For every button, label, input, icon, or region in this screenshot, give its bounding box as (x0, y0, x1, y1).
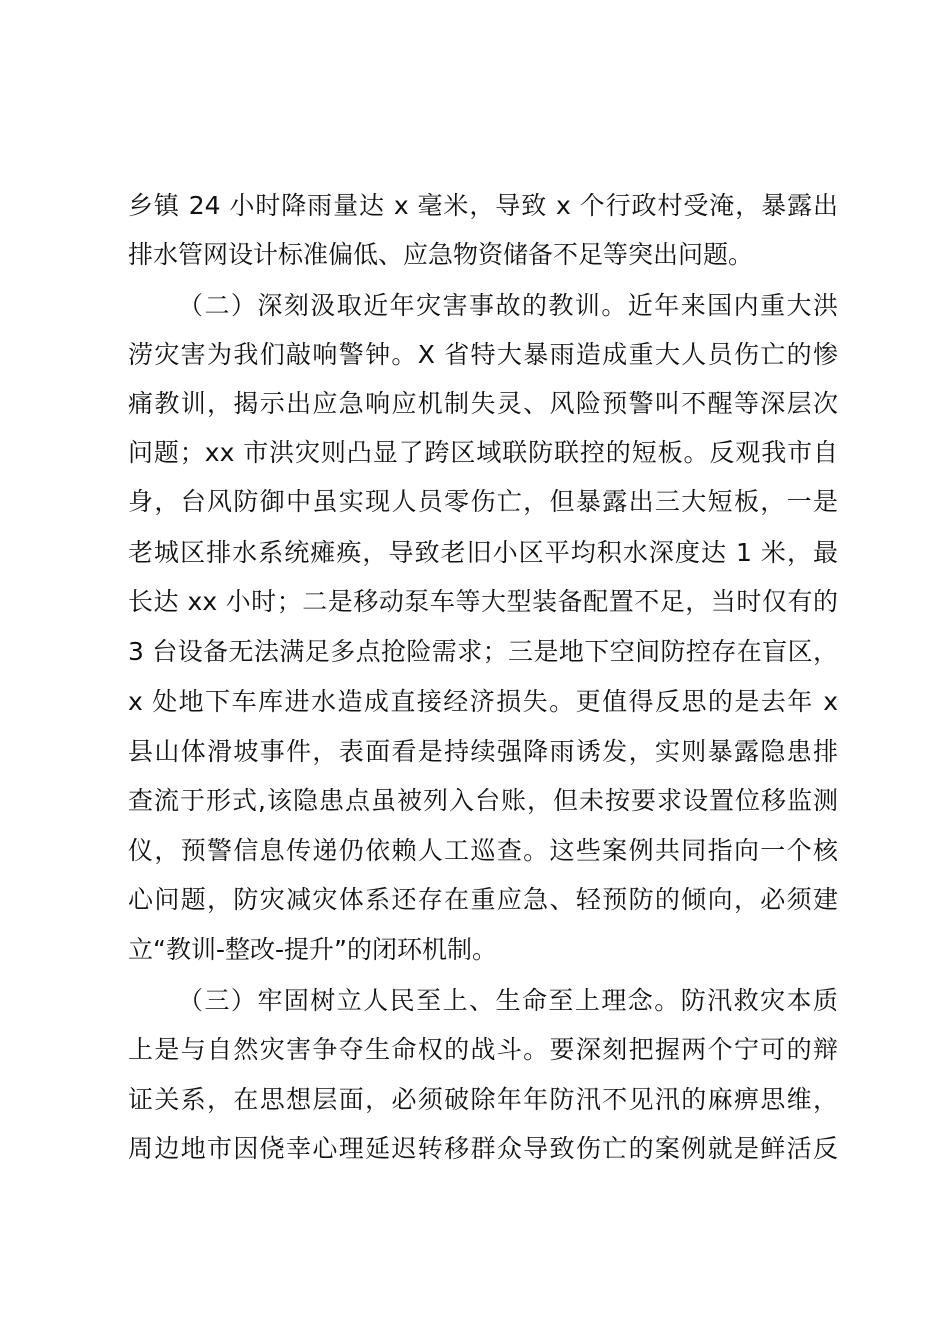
text-line: 县山体滑坡事件，表面看是持续强降雨诱发，实则暴露隐患排 (128, 737, 838, 766)
text-line: 问题；xx 市洪灾则凸显了跨区域联防联控的短板。反观我市自 (128, 438, 838, 467)
text-line: 排水管网设计标准偏低、应急物资储备不足等突出问题。 (128, 240, 754, 269)
text-line: 3 台设备无法满足多点抢险需求；三是地下空间防控存在盲区， (128, 637, 838, 666)
text-line: 涝灾害为我们敲响警钟。X 省特大暴雨造成重大人员伤亡的惨 (128, 340, 838, 369)
text-line: 长达 xx 小时；二是移动泵车等大型装备配置不足，当时仅有的 (128, 587, 838, 616)
text-line: 心问题，防灾减灾体系还存在重应急、轻预防的倾向，必须建 (128, 885, 838, 914)
text-line: 立“教训-整改-提升”的闭环机制。 (128, 935, 497, 964)
text-line: x 处地下车库进水造成直接经济损失。更值得反思的是去年 x (128, 687, 838, 716)
text-line: 乡镇 24 小时降雨量达 x 毫米，导致 x 个行政村受淹，暴露出 (128, 191, 838, 220)
text-line: 身，台风防御中虽实现人员零伤亡，但暴露出三大短板，一是 (128, 487, 838, 516)
section-heading-2: （二）深刻汲取近年灾害事故的教训。近年来国内重大洪 (178, 291, 838, 320)
text-line: 查流于形式,该隐患点虽被列入台账，但未按要求设置位移监测 (128, 786, 838, 815)
text-line: 痛教训，揭示出应急响应机制失灵、风险预警叫不醒等深层次 (128, 389, 838, 418)
text-line: 上是与自然灾害争夺生命权的战斗。要深刻把握两个宁可的辩 (128, 1035, 838, 1064)
section-heading-3: （三）牢固树立人民至上、生命至上理念。防汛救灾本质 (178, 986, 838, 1015)
text-line: 证关系，在思想层面，必须破除年年防汛不见汛的麻痹思维， (128, 1085, 838, 1114)
text-line: 仪，预警信息传递仍依赖人工巡查。这些案例共同指向一个核 (128, 836, 838, 865)
text-line: 老城区排水系统瘫痪，导致老旧小区平均积水深度达 1 米，最 (128, 538, 838, 567)
text-line: 周边地市因侥幸心理延迟转移群众导致伤亡的案例就是鲜活反 (128, 1134, 838, 1163)
